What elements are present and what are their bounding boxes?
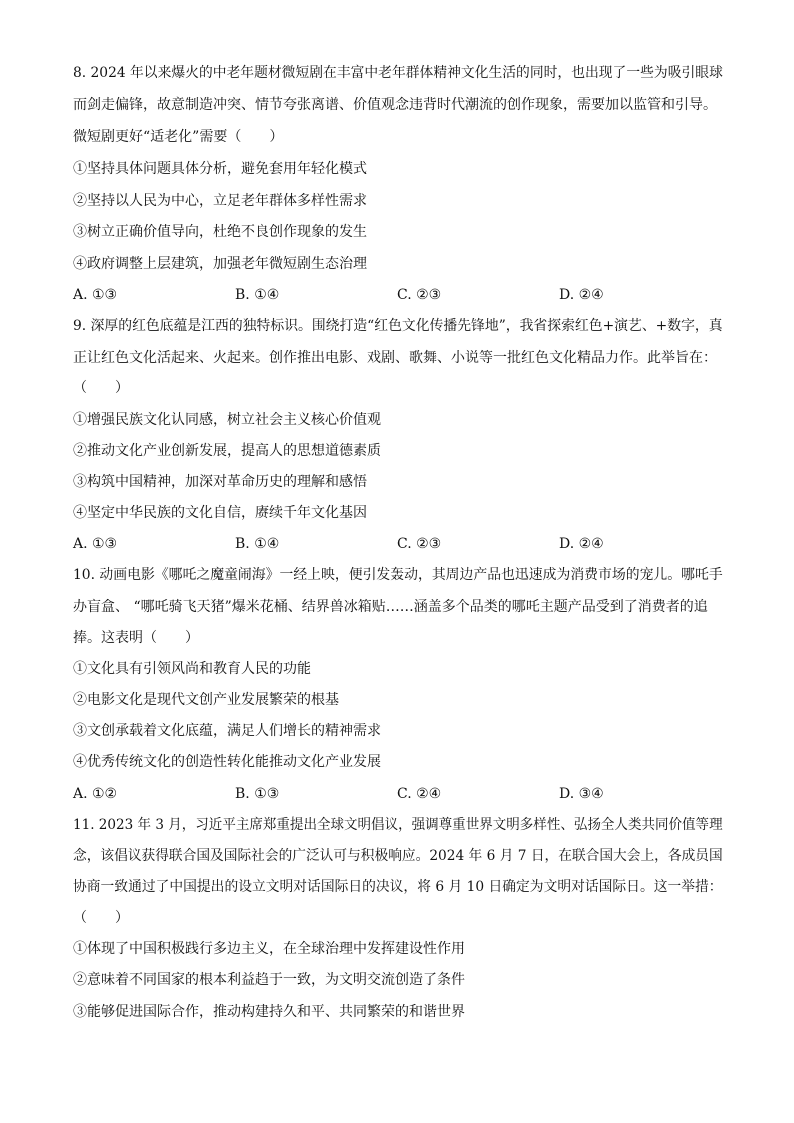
q9-statement-3: ③构筑中国精神，加深对革命历史的理解和感悟 [73,474,367,490]
q8-option-b[interactable]: B. ①④ [235,287,280,303]
q10-statement-1: ①文化具有引领风尚和教育人民的功能 [73,661,311,677]
q8-statement-3: ③树立正确价值导向，杜绝不良创作现象的发生 [73,224,367,240]
q9-option-d[interactable]: D. ②④ [559,536,604,552]
q9-statement-2: ②推动文化产业创新发展，提高人的思想道德素质 [73,443,381,459]
q10-stem-line-2: 办盲盒、 “哪吒骑飞天猪”爆米花桶、结界兽冰箱贴……涵盖多个品类的哪吒主题产品受到了消费者的追 [73,599,708,615]
q9-statement-4: ④坚定中华民族的文化自信，赓续千年文化基因 [73,505,367,521]
q10-statement-2: ②电影文化是现代文创产业发展繁荣的根基 [73,692,339,708]
q8-option-d[interactable]: D. ②④ [559,287,604,303]
q8-stem-line-3: 微短剧更好“适老化”需要（ ） [73,129,284,145]
q10-statement-4: ④优秀传统文化的创造性转化能推动文化产业发展 [73,754,381,770]
q8-statement-2: ②坚持以人民为中心，立足老年群体多样性需求 [73,193,367,209]
q9-options [73,534,733,554]
q11-stem-line-2: 念，该倡议获得联合国及国际社会的广泛认可与积极响应。2024 年 6 月 7 日，在联合国大会上，各成员国 [73,848,723,864]
q10-option-c[interactable]: C. ②④ [397,786,442,802]
q10-statement-3: ③文创承载着文化底蕴，满足人们增长的精神需求 [73,723,381,739]
q10-option-b[interactable]: B. ①③ [235,786,280,802]
q10-option-a[interactable]: A. ①② [73,786,118,802]
q11-statement-2: ②意味着不同国家的根本利益趋于一致，为文明交流创造了条件 [73,972,465,988]
q8-stem-line-2: 而剑走偏锋，故意制造冲突、情节夸张离谱、价值观念违背时代潮流的创作现象，需要加以监管和引导。 [73,97,717,113]
q9-stem-line-3: （ ） [73,380,129,396]
q11-statement-1: ①体现了中国积极践行多边主义，在全球治理中发挥建设性作用 [73,941,465,957]
q10-stem-line-3: 捧。这表明（ ） [73,630,199,646]
q8-statement-1: ①坚持具体问题具体分析，避免套用年轻化模式 [73,161,367,177]
q10-options [73,784,733,804]
q8-option-c[interactable]: C. ②③ [397,287,442,303]
q11-stem-line-1: 11. 2023 年 3 月，习近平主席郑重提出全球文明倡议，强调尊重世界文明多样性、弘扬全人类共同价值等理 [73,817,723,833]
q9-option-a[interactable]: A. ①③ [73,536,118,552]
q9-option-b[interactable]: B. ①④ [235,536,280,552]
q9-stem-line-2: 正让红色文化活起来、火起来。创作推出电影、戏剧、歌舞、小说等一批红色文化精品力作。此举旨在： [73,350,717,366]
q9-statement-1: ①增强民族文化认同感，树立社会主义核心价值观 [73,412,381,428]
q11-statement-3: ③能够促进国际合作，推动构建持久和平、共同繁荣的和谐世界 [73,1004,465,1020]
q10-stem-line-1: 10. 动画电影《哪吒之魔童闹海》一经上映，便引发轰动，其周边产品也迅速成为消费市场的宠儿。哪吒手 [73,567,723,583]
q8-options [73,285,733,305]
q8-option-a[interactable]: A. ①③ [73,287,118,303]
q9-stem-line-1: 9. 深厚的红色底蕴是江西的独特标识。围绕打造“红色文化传播先锋地”，我省探索红色+演艺、+数字，真 [73,318,723,334]
q8-statement-4: ④政府调整上层建筑，加强老年微短剧生态治理 [73,256,367,272]
q9-option-c[interactable]: C. ②③ [397,536,442,552]
q11-stem-line-4: （ ） [73,910,129,926]
q10-option-d[interactable]: D. ③④ [559,786,604,802]
q11-stem-line-3: 协商一致通过了中国提出的设立文明对话国际日的决议，将 6 月 10 日确定为文明对话国际日。这一举措： [73,879,723,895]
q8-stem-line-1: 8. 2024 年以来爆火的中老年题材微短剧在丰富中老年群体精神文化生活的同时，也出现了一些为吸引眼球 [73,65,723,81]
